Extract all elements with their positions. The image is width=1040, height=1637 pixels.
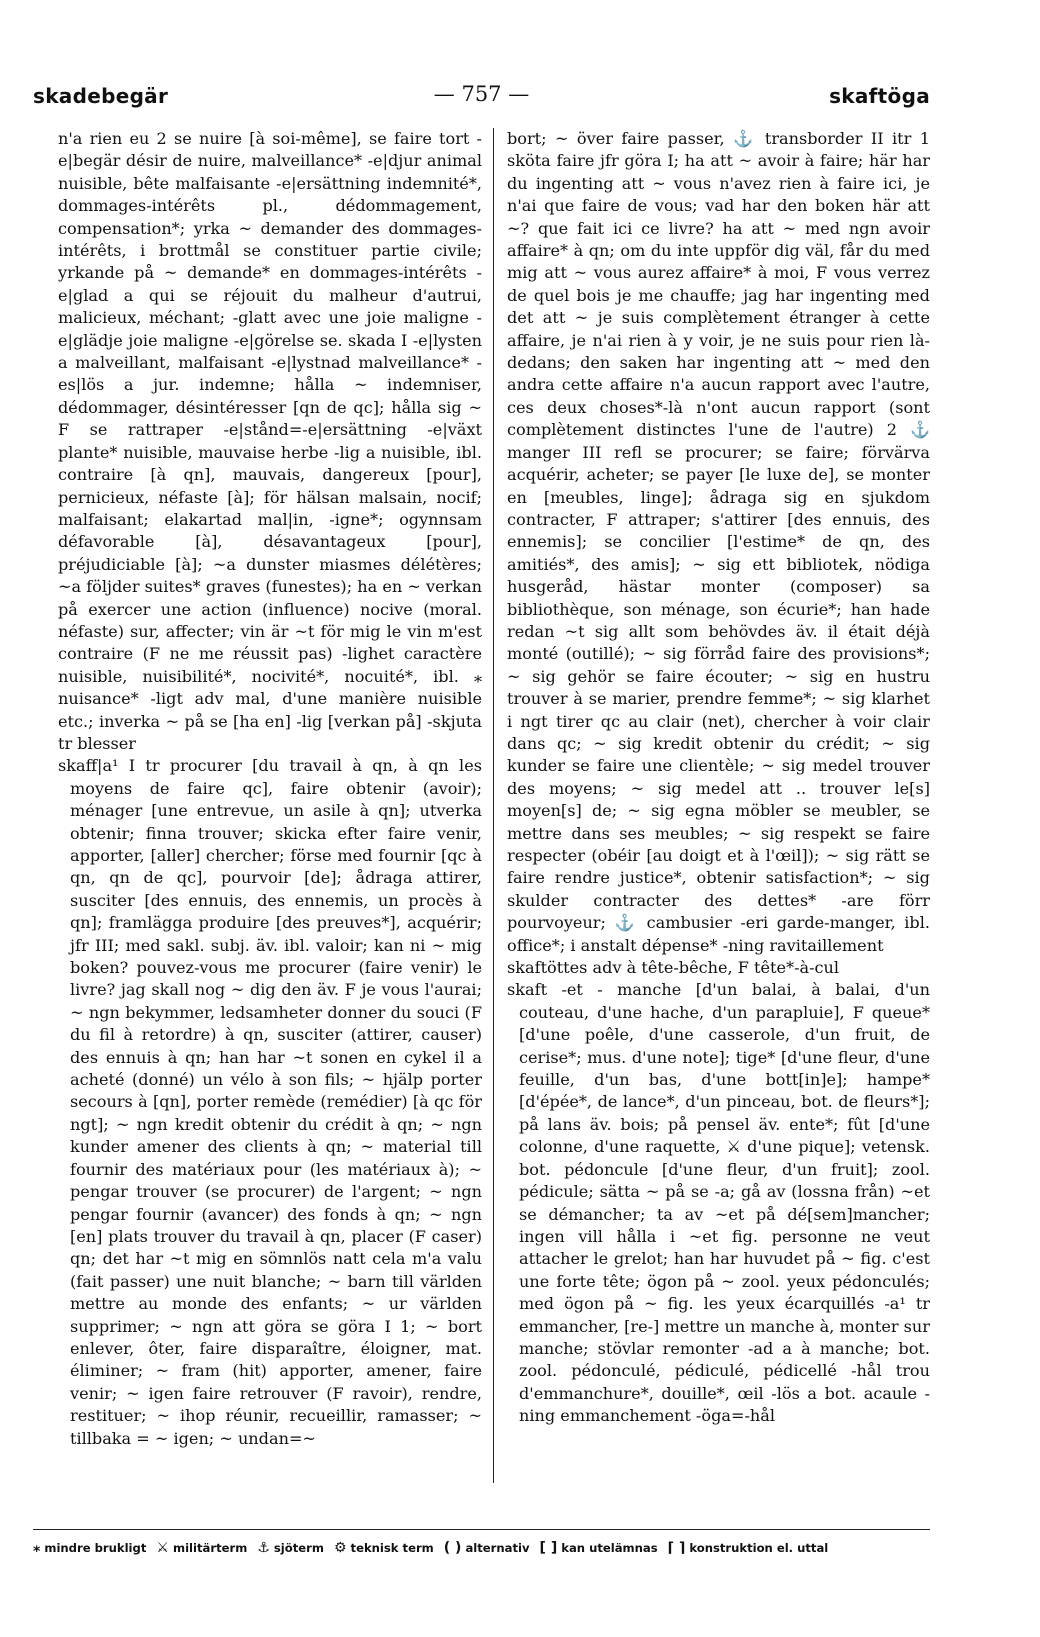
column-divider (493, 128, 494, 1483)
footer-divider (33, 1529, 930, 1530)
rare-usage-icon: ⁎ (33, 1540, 41, 1556)
legend-item: ⚓ sjöterm (257, 1540, 324, 1556)
left-column (58, 128, 482, 1483)
legend-item: ⚙ teknisk term (333, 1540, 434, 1556)
symbol-legend (33, 1540, 930, 1556)
legend-item: ⁎ mindre brukligt (33, 1540, 147, 1556)
left-paragraph-1: n'a rien eu 2 se nuire [à soi-même], se faire tort -e|begär désir de nuire, malveillance* -e|djur animal nuisible, bête malfaisante -e|ersättning indemnité*, dommages-intérêts pl., dédommagement, compensation*; yrka ~ demander des dommages-intérêts, i brottmål se constituer partie civile; yrkande på ~ demande* en dommages-intérêts -e|glad a qui se réjouit du malheur d'autrui, malicieux, méchant; -glatt avec une joie maligne -e|glädje joie maligne -e|görelse se. skada I -e|lysten a malveillant, malfaisant -e|lystnad malveillance* -es|lös a jur. indemne; hålla ~ indemniser, dédommager, désintéresser [qn de qc]; hålla sig ~ F se rattraper -e|stånd=-e|ersättning -e|växt plante* nuisible, mauvaise herbe -lig a nuisible, ibl. contraire [à qn], mauvais, dangereux [pour], pernicieux, néfaste [à]; för hälsan malsain, nocif; malfaisant; elakartad mal|in, -igne*; ogynnsam défavorable [à], désavantageux [pour], préjudiciable [à]; ~a dunster miasmes délétères; ~a följder suites* graves (funestes); ha en ~ verkan på exercer une action (influence) nocive (moral. néfaste) sur, affecter; vin är ~t för mig le vin m'est contraire (F ne me réussit pas) -lighet caractère nuisible, nuisibilité*, nocivité*, nocuité*, ibl. ⁎ nuisance* -ligt adv mal, d'une manière nuisible etc.; inverka ~ på se [ha en] -lig [verkan på] -skjuta tr blesser (58, 129, 482, 753)
corner-brackets-icon: ⌈ ⌉ (667, 1540, 686, 1556)
entry-skaffa: skaff|a¹ I tr procurer [du travail à qn, à qn les moyens de faire qc], faire obtenir (avoir); ménager [une entrevue, un asile à qn]; utverka obtenir; finna trouver; skicka efter faire venir, apporter, [aller] chercher; förse med fournir [qc à qn, qn de qc], pourvoir [de]; ådraga attirer, susciter [des ennuis, des ennemis, un procès à qn]; framlägga produire [des preuves*], acquérir; jfr III; med sakl. subj. äv. ibl. valoir; kan ni ~ mig boken? pouvez-vous me procurer (faire venir) le livre? jag skall nog ~ dig den äv. F je vous l'aurai; ~ ngn bekymmer, ledsamheter donner du souci (F du fil à retordre) à qn, susciter (attirer, causer) des ennuis à qn; han har ~t sonen en cykel il a acheté (donné) un vélo à son fils; ~ hjälp porter secours à [qn], porter remède (remédier) [à qc för ngt]; ~ ngn kredit obtenir du crédit à qn; ~ ngn kunder amener des clients à qn; ~ material till fournir des matériaux pour (les matériaux à); ~ pengar trouver (se procurer) de l'argent; ~ ngn pengar fournir (avancer) des fonds à qn; ~ ngn [en] plats trouver du travail à qn, placer (F caser) qn; det har ~t mig en sömnlös natt cela m'a valu (fait passer) une nuit blanche; ~ barn till världen mettre au monde des enfants; ~ ur världen supprimer; ~ ngn att göra se göra I 1; ~ bort enlever, ôter, faire disparaître, éloigner, mat. éliminer; ~ fram (hit) apporter, amener, faire venir; ~ igen faire retrouver (F ravoir), rendre, restituer; ~ ihop réunir, recueillir, ramasser; ~ tillbaka = ~ igen; ~ undan=~ (58, 756, 482, 1448)
right-column (507, 128, 930, 1483)
entry-skaftottes: skaftöttes adv à tête-bêche, F tête*-à-cul (507, 958, 840, 978)
parentheses-icon: ( ) (443, 1540, 462, 1556)
legend-item: ⚔ militärterm (156, 1540, 248, 1556)
crossed-swords-icon: ⚔ (156, 1540, 169, 1556)
legend-item: ⌈ ⌉ konstruktion el. uttal (667, 1540, 829, 1556)
legend-item: ( ) alternativ (443, 1540, 530, 1556)
right-paragraph-1: bort; ~ över faire passer, ⚓ transborder II itr 1 sköta faire jfr göra I; ha att ~ avoir à faire; här har du ingenting att ~ vous n'avez rien à faire ici, je n'ai que faire de vous; vad har den boken här att ~? que fait ici ce livre? ha att ~ med ngn avoir affaire* à qn; om du inte uppför dig väl, får du med mig att ~ vous aurez affaire* à moi, F vous verrez de quel bois je me chauffe; jag har ingenting med det att ~ je suis complètement étranger à cette affaire, je n'ai rien à y voir, je ne suis pour rien là-dedans; den saken har ingenting att ~ med den andra cette affaire n'a aucun rapport avec l'autre, ces deux choses*-là n'ont aucun rapport (sont complètement distinctes l'une de l'autre) 2 ⚓ manger III refl se procurer; se faire; förvärva acquérir, acheter; se payer [le luxe de], se monter en [meubles, linge]; ådraga sig en sjukdom contracter, F attraper; s'attirer [des ennuis, des ennemis]; se concilier [l'estime* de qn, des amitiés*, des amis]; ~ sig ett bibliotek, nödiga husgeråd, hästar monter (composer) sa bibliothèque, son ménage, son écurie*; han hade redan ~t sig allt som behövdes äv. il était déjà monté (outillé); ~ sig förråd faire des provisions*; ~ sig gehör se faire écouter; ~ sig en hustru trouver à se marier, prendre femme*; ~ sig klarhet i ngt tirer qc au clair (net), chercher à voir clair dans qc; ~ sig kredit obtenir du crédit; ~ sig kunder se faire une clientèle; ~ sig medel trouver des moyens; ~ sig medel att .. trouver le[s] moyen[s] de; ~ sig egna möbler se meubler, se mettre dans ses meubles; ~ sig respekt se faire respecter (obéir [au doigt et à l'œil]); ~ sig rätt se faire rendre justice*, obtenir satisfaction*; ~ sig skulder contracter des dettes* -are förr pourvoyeur; ⚓ cambusier -eri garde-manger, ibl. office*; i anstalt dépense* -ning ravitaillement (507, 129, 930, 955)
brackets-icon: [ ] (539, 1540, 558, 1556)
anchor-icon: ⚓ (257, 1540, 270, 1556)
left-headword: skadebegär (33, 84, 169, 108)
right-headword: skaftöga (829, 84, 930, 108)
gear-icon: ⚙ (333, 1540, 347, 1556)
page-header (33, 78, 930, 118)
entry-skaft: skaft -et - manche [d'un balai, à balai, d'un couteau, d'une hache, d'un parapluie], F queue* [d'une poêle, d'une casserole, d'un fruit, de cerise*; mus. d'une note]; tige* [d'une fleur, d'une feuille, d'un bas, d'une bott[in]e]; hampe* [d'épée*, de lance*, d'un pinceau, bot. de fleurs*]; på lans äv. bois; på pensel äv. ente*; fût [d'une colonne, d'une raquette, ⚔ d'une pique]; vetensk. bot. pédoncule [d'une fleur, d'un fruit]; zool. pédicule; sätta ~ på se -a; gå av (lossna från) ~et se démancher; ta av ~et på dé[sem]mancher; ingen vill hålla i ~et fig. personne ne veut attacher le grelot; han har huvudet på ~ fig. c'est une forte tête; ögon på ~ zool. yeux pédonculés; med ögon på ~ fig. les yeux écarquillés -a¹ tr emmancher, [re-] mettre un manche à, monter sur manche; stövlar remonter -ad a à manche; bot. zool. pédonculé, pédiculé, pédicellé -hål trou d'emmanchure*, douille*, œil -lös a bot. acaule -ning emmanchement -öga=-hål (507, 980, 930, 1426)
page-number: — 757 — (433, 82, 530, 106)
legend-item: [ ] kan utelämnas (539, 1540, 658, 1556)
